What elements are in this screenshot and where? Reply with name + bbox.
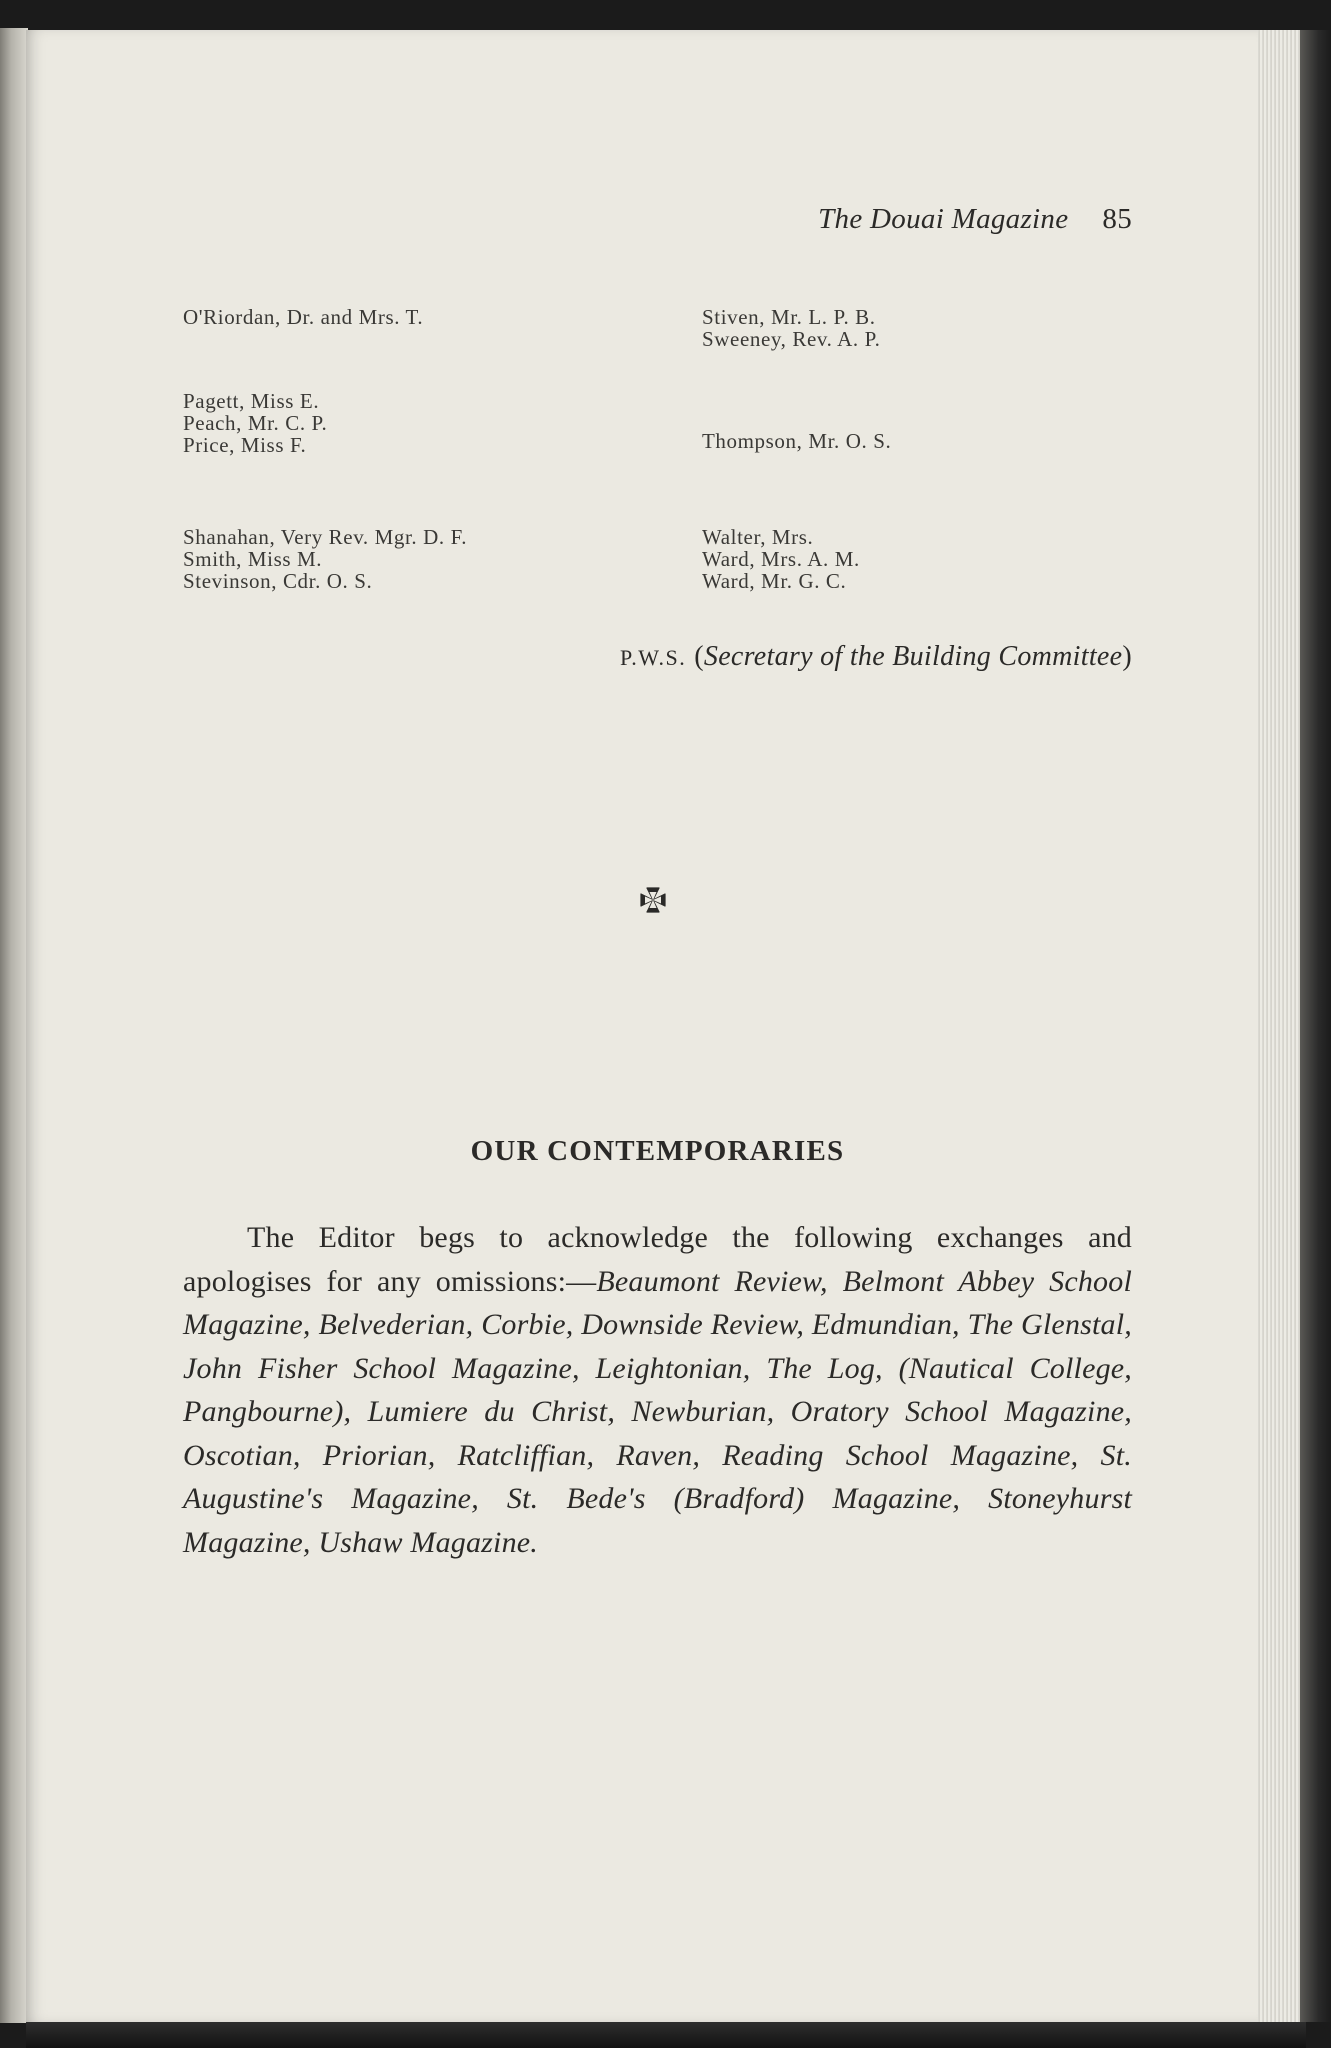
page-block-edges xyxy=(1252,30,1304,2022)
exchanges-paragraph xyxy=(183,1216,1132,1564)
donor-entry: Walter, Mrs. xyxy=(702,525,814,549)
signature-role-open: ( xyxy=(694,641,704,672)
exchange-title: Raven, xyxy=(616,1438,723,1472)
donor-entry: Stiven, Mr. L. P. B. xyxy=(702,305,876,329)
exchange-title: St. Bede's (Bradford) Magazine, xyxy=(506,1482,989,1515)
running-head-title: The Douai Magazine xyxy=(818,203,1069,235)
signature-role: Secretary of the Building Committee xyxy=(703,641,1123,672)
exchange-title: Downside Review, xyxy=(581,1308,812,1341)
donor-list-left-group-1 xyxy=(183,306,423,328)
exchange-title: Corbie, xyxy=(481,1308,582,1341)
donor-entry: Peach, Mr. C. P. xyxy=(183,411,328,435)
exchange-title: The Log, (Nautical College, Pangbourne), xyxy=(183,1351,1132,1428)
signature-initials: P.W.S. xyxy=(619,645,687,670)
donor-entry: Smith, Miss M. xyxy=(183,547,323,571)
exchange-title: Ratcliffian, xyxy=(457,1438,617,1472)
donor-entry: O'Riordan, Dr. and Mrs. T. xyxy=(183,305,424,329)
donor-entry: Ward, Mr. G. C. xyxy=(702,569,847,593)
exchange-title: Lumiere du Christ, xyxy=(367,1395,632,1428)
section-heading: OUR CONTEMPORARIES xyxy=(470,1135,845,1167)
exchange-title: Priorian, xyxy=(322,1438,458,1472)
donor-entry: Sweeney, Rev. A. P. xyxy=(702,327,881,351)
donor-list-right-group-3 xyxy=(702,526,860,592)
page-number: 85 xyxy=(1102,203,1132,235)
exchange-title: Edmundian, xyxy=(811,1308,968,1341)
donor-entry: Ward, Mrs. A. M. xyxy=(702,547,860,571)
donor-entry: Pagett, Miss E. xyxy=(183,389,320,413)
exchange-title: John Fisher School Magazine, xyxy=(183,1351,596,1385)
signature-role-close: ) xyxy=(1122,641,1132,672)
exchange-title: Oscotian, xyxy=(183,1438,323,1472)
donor-entry: Shanahan, Very Rev. Mgr. D. F. xyxy=(183,525,468,549)
book-cover-bottom xyxy=(26,2022,1306,2048)
donor-entry: Stevinson, Cdr. O. S. xyxy=(183,569,373,593)
intro-text: The Editor begs to acknowledge the following exchanges and apologises for any omissions:— xyxy=(183,1221,1132,1298)
donor-list-left-group-2 xyxy=(183,390,327,456)
exchange-title: Newburian, xyxy=(631,1395,791,1428)
exchange-title: Beaumont Review, xyxy=(596,1264,843,1298)
exchange-title: Ushaw Magazine. xyxy=(318,1525,538,1559)
exchange-title: Oratory School Magazine, xyxy=(790,1395,1132,1428)
donor-list-right-group-1 xyxy=(702,306,880,350)
donor-entry: Price, Miss F. xyxy=(183,433,307,457)
signature-line xyxy=(486,640,1132,675)
donor-list-right-group-2 xyxy=(702,430,891,452)
exchange-title: Stoneyhurst Magazine, xyxy=(183,1482,1132,1559)
book-cover-edge xyxy=(1300,30,1331,2022)
cross-pattee-icon xyxy=(638,885,668,915)
exchange-title: Belmont Abbey School Magazine, xyxy=(183,1264,1132,1341)
exchange-title: The Glenstal, xyxy=(967,1308,1132,1341)
facing-page-edge xyxy=(0,28,28,2023)
donor-list-left-group-3 xyxy=(183,526,467,592)
running-head xyxy=(706,202,1132,236)
exchange-title: Belvederian, xyxy=(318,1308,482,1341)
donor-entry: Thompson, Mr. O. S. xyxy=(702,429,892,453)
exchange-title: St. Augustine's Magazine, xyxy=(183,1438,1132,1515)
exchange-title: Reading School Magazine, xyxy=(722,1438,1101,1472)
page-content xyxy=(26,30,1258,2022)
page-sheet xyxy=(26,30,1258,2022)
exchange-title: Leightonian, xyxy=(595,1351,767,1385)
